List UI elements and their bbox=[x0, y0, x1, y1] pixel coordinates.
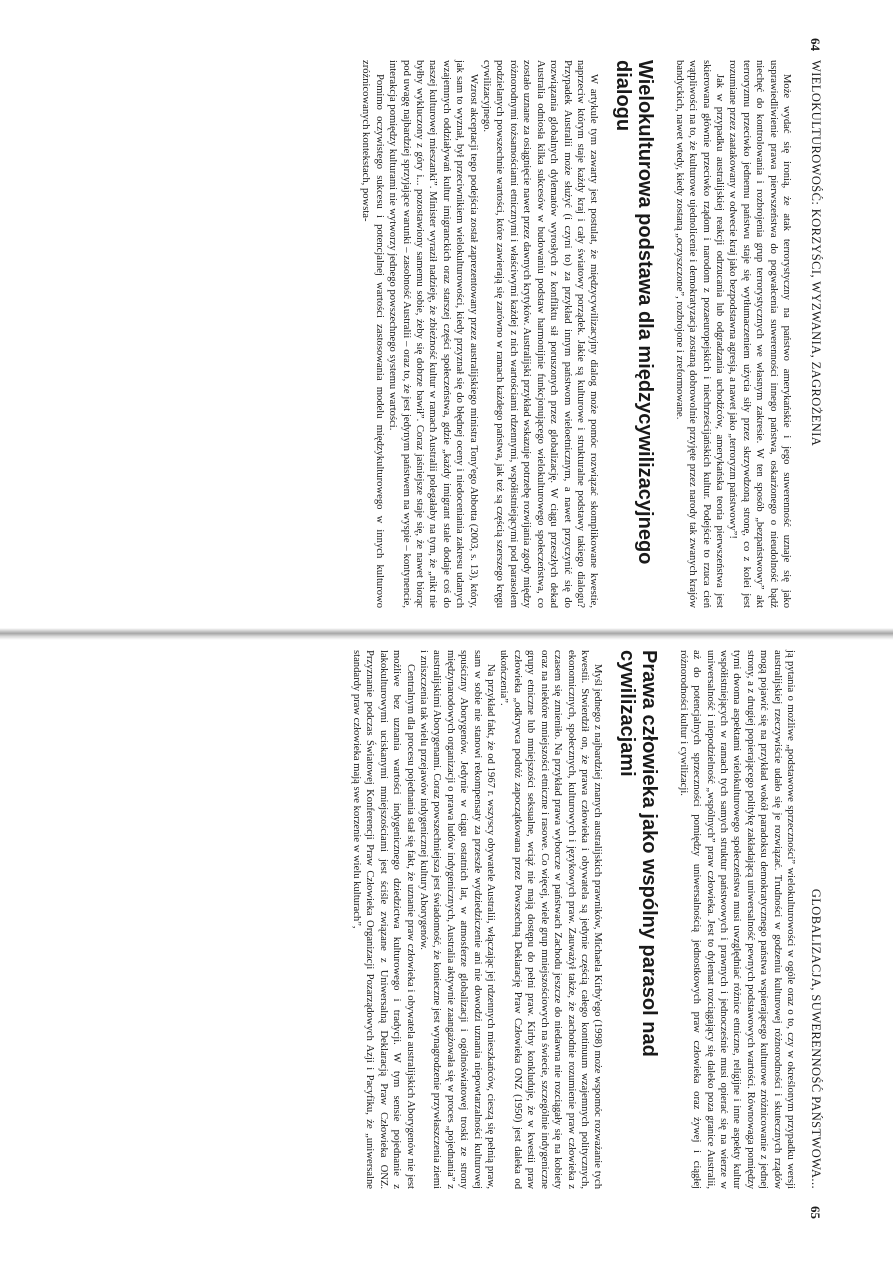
paragraph: ją pytania o możliwe „podstawowe sprzeczności” wielokulturowości w ogóle oraz o to, czy w określonym przypadku wersji australijskiej rzeczywiście udało się je rozwiązać. Trudności w godzeniu kulturowej różnorodności i skutecznych rządów mogą pojawić się na przykład wokół paradoksu demokratycznego państwa wspierającego kulturowe zróżnicowanie z jednej strony, a z drugiej popierającego politykę zakładającą uniwersalność pewnych podstawowych wartości. Równowaga pomiędzy tymi dwoma aspektami wielokulturowego społeczeństwa musi uwzględniać różnice etniczne, religijne i inne aspekty kultur współistniejących w ramach tych samych struktur państwowych i prawnych i jednocześnie musi opierać się na wierze w uniwersalność i niepodzielność „wspólnych” praw człowieka. Jest to dylemat rozciągający się daleko poza granice Australii, aż do potencjalnych sprzeczności pomiędzy uniwersalnością jednostkowych praw człowieka oraz żywej i ciągłej różnorodności kultur i cywilizacji. bbox=[677, 650, 796, 1189]
intro-text bbox=[672, 60, 793, 608]
right-page bbox=[0, 632, 893, 1263]
paragraph: Pomimo oczywistego sukcesu i potencjalnej wartości zastosowania modelu międzykulturowego w innych kulturowo zróżnicowanych kontekstach, powsta- bbox=[360, 60, 385, 608]
intro-text bbox=[676, 650, 797, 1189]
paragraph: Myśl jednego z najbardziej znanych australijskich prawników, Michaela Kirby'ego (1998) może wspomóc rozważanie tych kwestii. Stwierdził on, że prawa człowieka i obywatela są jedynie częścią całego kontinuum wzajemnych politycznych, ekonomicznych, społecznych, kulturowych i językowych praw. Zauważył także, że zachodnie rozumienie praw człowieka z czasem się zmieniło. Na przykład prawa wyborcze w państwach Zachodu jeszcze do niedawna nie rozciągały się na kobiety oraz na niektóre mniejszości etniczne i rasowe. Co więcej, wiele grup mniejszościowych na świecie, szczególnie indygeniczne grupy etniczne lub mniejszości seksualne, wciąż nie mają dostępu do pełni praw. Kirby konkluduje, że w kwestii praw człowieka „odkrywca podróż zapoczątkowana przez Powszechną Deklarację Praw Człowieka ONZ (1950) jest daleka od ukończenia”. bbox=[498, 650, 604, 1189]
page-number: 65 bbox=[808, 1206, 823, 1219]
page-number: 64 bbox=[808, 38, 823, 51]
running-head: GLOBALIZACJA, SUWERENNOŚĆ PAŃSTWOWA... bbox=[809, 888, 823, 1189]
running-head: WIELOKULTUROWOŚĆ: KORZYŚCI, WYZWANIA, ZAGROŻENIA bbox=[809, 60, 823, 447]
paragraph: Na przykład fakt, że od 1967 r. wszyscy obywatele Australii, włączając jej rdzennych mieszkańców, cieszą się pełnią praw, sam w sobie nie stanowi rekompensaty za przeszłe wydziedziczenie ani nie dowodzi uznania niepowtarzalności kulturowej spuścizny Aborygenów. Jedynie w ciągu ostatnich lat, w atmosferze globalizacji i ogólnoświatowej troski ze strony międzynarodowych organizacji o prawa ludów indygenicznych, Australia aktywnie zaangażowała się w proces „pojednania” z australijskimi Aborygenami. Coraz powszechniejsza jest świadomość, że konieczne jest wynagrodzenie przywłaszczenia ziemi i zniszczenia tak wielu przejawów indygenicznej kultury Aborygenów. bbox=[418, 650, 497, 1189]
paragraph: Centralnym dla procesu pojednania stał się fakt, że uznanie praw człowieka i obywatela australijskich Aborygenów nie jest możliwe bez uznania wartości indygenicznego dziedzictwa kulturowego i tradycji. W tym sensie pojednanie z lakokulturowymi uciskanymi mniejszościami jest ściśle związane z Uniwersalną Deklaracją Praw Człowieka ONZ. Przyznanie podczas Światowej Konferencji Praw Człowieka Organizacji Pozarządowych Azji i Pacyfiku, że „uniwersalne standardy praw człowieka mają swe korzenie w wielu kulturach”, bbox=[351, 650, 416, 1189]
section-text bbox=[350, 650, 605, 1189]
paragraph: Wzrost akceptacji tego podejścia został zaprezentowany przez australijskiego ministra Tony'ego Abbotta (2003, s. 13), który, jak sam to wyznał, był przeciwnikiem wielokulturowości, kiedy przyznał się do błędnej oceny i niedoceniania zakresu udanych wzajemnych oddziaływań kultur imigranckich oraz starszej części społeczeństwa, gdzie „każdy imigrant stale dodaje coś do naszej kulturowej mieszanki”. Minister wyraził nadzieję, że zbieżność kultur w ramach Australii polegałaby na tym, że „nikt nie byłby wykluczony z góry i... pozostawiony samemu sobie, żeby się dobrze bawił”. Coraz jaśniejsze staje się, że nawet biorąc pod uwagę najbardziej sprzyjające warunki – zasobność Australii – oraz to, że jest jedynym państwem na wyspie – kontynencie, interakcja pomiędzy kulturami nie wytworzy jednego powszechnego systemu wartości. bbox=[387, 60, 479, 608]
section-title: Wielokulturowa podstawa dla międzycywilizacyjnego dialogu bbox=[612, 60, 657, 565]
paragraph: Może wydać się ironią, że atak terrorystyczny na państwo amerykańskie i jego suwerenność uznaje się jako usprawiedliwienie prawa pierwszeństwa do pogwałcenia suwerenności innego państwa, oskarżonego o nieudolność bądź niechęć do kontrolowania i rozbrojenia grup terrorystycznych we własnym zakresie. W ten sposób „bezpaństwowy” akt terroryzmu przeciwko jednemu państwu staje się wytłumaczeniem użycia siły przez skrzywdzoną stronę, co z kolei jest rozumiane przez zaatakowany w odwecie kraj jako bezpodstawna agresja, a nawet jako „terroryzm państwowy”! bbox=[727, 60, 792, 608]
section-title: Prawa człowieka jako wspólny parasol nad cywilizacjami bbox=[616, 650, 661, 1057]
paragraph: W artykule tym zawarty jest postulat, że międzycywilizacyjny dialog może pomóc rozwiązać skomplikowane kwestie, naprzeciw którym staje każdy kraj i cały światowy porządek. Jakie są kulturowe i strukturalne podstawy takiego dialogu? Przypadek Australii może służyć (i czyni to) za przykład innym państwom wielоetnicznym, a nawet przyczynić się do rozwiązania globalnych dylematów wyrosłych z konfliktu sił poruszonych przez globalizację. W ciągu przeszłych dekad Australia odniosła kilka sukcesów w budowaniu podstaw harmonijnie funkcjonującego wielokulturowego społeczeństwa, co zostało uznane za osiągnięcie nawet przez dawnych krytyków. Australijski przykład wskazuje potrzebę rozwijania zgody między różnorodnymi tożsamościami etnicznymi i właściwymi każdej z nich wartościami rdzennymi, współistniejącymi pod parasolem podzielanych powszechnie wartości, które zawierają się zarówno w ramach każdego państwa, jak też są częścią szerszego kręgu cywilizacyjnego. bbox=[481, 60, 600, 608]
section-text bbox=[359, 60, 600, 608]
paragraph: Jak w przypadku australijskiej reakcji odrzucania lub odgradzania uchodźców, amerykańska teoria pierwszeństwa jest skierowana głównie przeciwko rządom i narodom z pozaeuropejskich i niechrześcijańskich kultur. Podejście to rzuca cień wątpliwości na to, że kulturowe ujednolicenie i demokratyzacja zostaną dobrowolnie przyjęte przez narody tak zwanych krajów bandyckich, nawet wtedy, kiedy zostaną „oczyszczone”, rozbrojone i zreformowane. bbox=[673, 60, 725, 608]
